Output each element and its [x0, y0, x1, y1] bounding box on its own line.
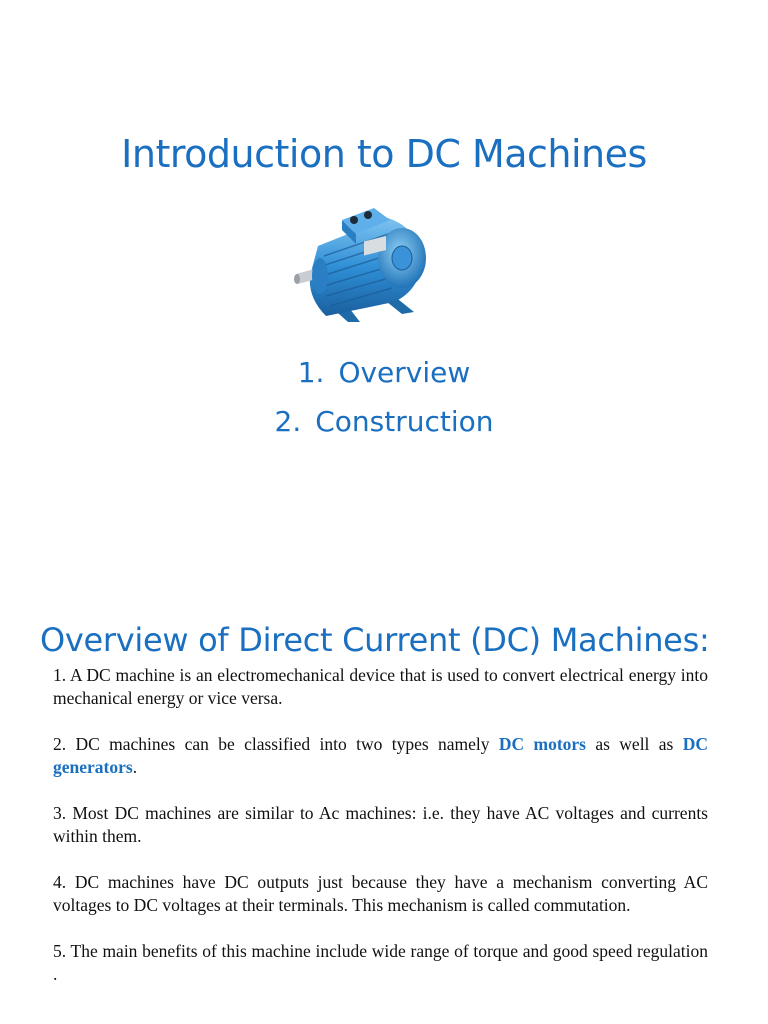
point-2-text-end: .	[132, 757, 138, 777]
overview-body	[53, 664, 708, 1009]
dc-motors-link[interactable]: DC motors	[498, 734, 586, 754]
section-heading: Overview of Direct Current (DC) Machines:	[40, 621, 710, 659]
point-3: 3. Most DC machines are similar to Ac machines: i.e. they have AC voltages and currents within them.	[53, 803, 708, 846]
table-of-contents	[0, 348, 768, 446]
page-title: Introduction to DC Machines	[121, 132, 647, 176]
toc-item-construction[interactable]	[0, 397, 768, 446]
point-2-text-mid: as well as	[586, 734, 683, 754]
toc-item-overview[interactable]	[0, 348, 768, 397]
dc-motor-image	[290, 198, 440, 330]
toc-number: 1.	[297, 356, 325, 389]
point-2-text: 2. DC machines can be classified into two types namely	[53, 734, 499, 754]
toc-label: Construction	[315, 405, 494, 438]
point-2	[53, 733, 708, 779]
point-5: 5. The main benefits of this machine include wide range of torque and good speed regulation .	[53, 941, 708, 984]
toc-label: Overview	[338, 356, 471, 389]
dc-generators-link[interactable]: DC generators	[53, 734, 708, 777]
toc-number: 2.	[274, 405, 302, 438]
point-4: 4. DC machines have DC outputs just because they have a mechanism converting AC voltages to DC voltages at their terminals. This mechanism is called commutation.	[53, 872, 708, 915]
point-1: 1. A DC machine is an electromechanical device that is used to convert electrical energy into mechanical energy or vice versa.	[53, 665, 708, 708]
